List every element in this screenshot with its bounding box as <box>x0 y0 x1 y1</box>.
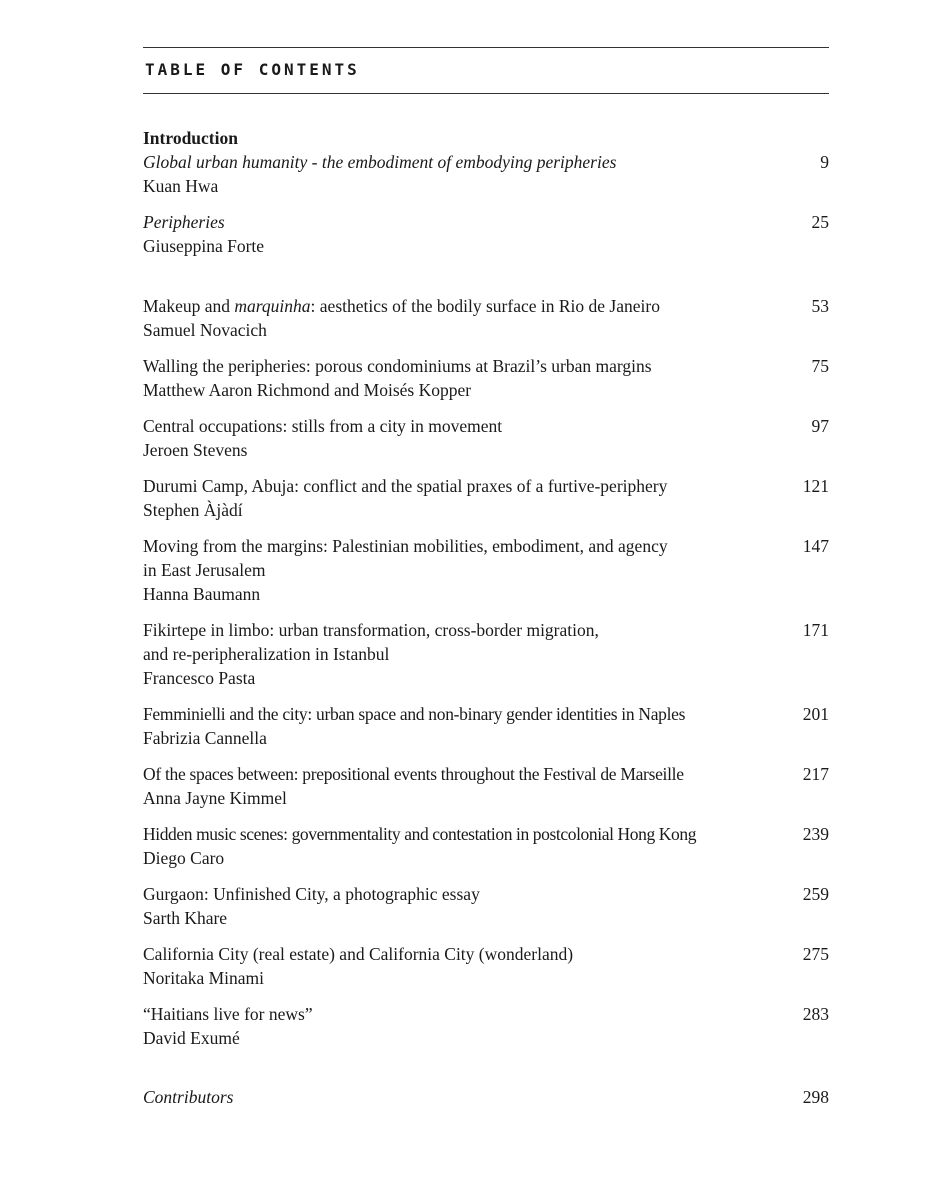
entry-author: Anna Jayne Kimmel <box>143 788 287 808</box>
toc-entry[interactable] <box>143 1002 829 1050</box>
toc-entry[interactable] <box>143 414 829 462</box>
toc-entry-contributors[interactable] <box>143 1085 829 1109</box>
toc-entry[interactable] <box>143 294 829 342</box>
page-number: 217 <box>802 764 829 784</box>
entry-title: Central occupations: stills from a city in movement <box>143 416 503 436</box>
entry-title: California City (real estate) and California City (wonderland) <box>143 944 574 964</box>
entry-title-continued: and re-peripheralization in Istanbul <box>143 644 390 664</box>
entry-author: Noritaka Minami <box>143 968 265 988</box>
page-number: 147 <box>802 536 829 556</box>
toc-entry[interactable] <box>143 354 829 402</box>
page-number: 275 <box>802 944 829 964</box>
entry-author: Fabrizia Cannella <box>143 728 267 748</box>
toc-entry-peripheries[interactable] <box>143 210 829 258</box>
entry-author: Stephen Àjàdí <box>143 500 243 520</box>
toc-entry[interactable] <box>143 702 829 750</box>
entry-title: Contributors <box>143 1087 234 1107</box>
bottom-rule <box>143 93 829 94</box>
entry-author: Samuel Novacich <box>143 320 267 340</box>
page-number: 9 <box>820 152 829 172</box>
page-number: 259 <box>802 884 829 904</box>
toc-entry[interactable] <box>143 882 829 930</box>
entry-title: Makeup and marquinha: aesthetics of the bodily surface in Rio de Janeiro <box>143 296 660 316</box>
entry-title: Gurgaon: Unfinished City, a photographic essay <box>143 884 480 904</box>
page-number: 97 <box>811 416 829 436</box>
entry-title: Global urban humanity - the embodiment of embodying peripheries <box>143 152 617 172</box>
entry-title: Durumi Camp, Abuja: conflict and the spatial praxes of a furtive-periphery <box>143 476 668 496</box>
page-title: TABLE OF CONTENTS <box>145 60 360 79</box>
toc-entry-introduction[interactable] <box>143 126 829 198</box>
entry-title: Femminielli and the city: urban space and non-binary gender identities in Naples <box>143 704 686 724</box>
toc-entry[interactable] <box>143 618 829 690</box>
page-number: 239 <box>802 824 829 844</box>
entry-title: Hidden music scenes: governmentality and contestation in postcolonial Hong Kong <box>143 824 697 844</box>
entry-title: Peripheries <box>143 212 225 232</box>
page-number: 283 <box>802 1004 829 1024</box>
entry-author: Francesco Pasta <box>143 668 256 688</box>
page-number: 171 <box>802 620 829 640</box>
entry-title: Walling the peripheries: porous condominiums at Brazil’s urban margins <box>143 356 652 376</box>
page-number: 298 <box>802 1087 829 1107</box>
toc-entry[interactable] <box>143 942 829 990</box>
entry-title: Of the spaces between: prepositional events throughout the Festival de Marseille <box>143 764 684 784</box>
toc-entry[interactable] <box>143 762 829 810</box>
toc-entry[interactable] <box>143 822 829 870</box>
entry-title: Moving from the margins: Palestinian mobilities, embodiment, and agency <box>143 536 668 556</box>
entry-author: Hanna Baumann <box>143 584 261 604</box>
entry-title-continued: in East Jerusalem <box>143 560 266 580</box>
toc-entry[interactable] <box>143 534 829 606</box>
page-number: 25 <box>811 212 829 232</box>
entry-author: Kuan Hwa <box>143 176 219 196</box>
page-number: 53 <box>811 296 829 316</box>
entry-author: David Exumé <box>143 1028 240 1048</box>
entry-title: Fikirtepe in limbo: urban transformation, cross-border migration, <box>143 620 599 640</box>
toc-entry[interactable] <box>143 474 829 522</box>
entry-author: Sarth Khare <box>143 908 228 928</box>
entry-author: Giuseppina Forte <box>143 236 265 256</box>
entry-author: Diego Caro <box>143 848 225 868</box>
page-number: 121 <box>802 476 829 496</box>
entry-title: “Haitians live for news” <box>143 1004 313 1024</box>
section-label: Introduction <box>143 128 238 148</box>
top-rule <box>143 47 829 48</box>
page-number: 201 <box>802 704 829 724</box>
page-number: 75 <box>811 356 829 376</box>
entry-author: Matthew Aaron Richmond and Moisés Kopper <box>143 380 472 400</box>
entry-author: Jeroen Stevens <box>143 440 248 460</box>
